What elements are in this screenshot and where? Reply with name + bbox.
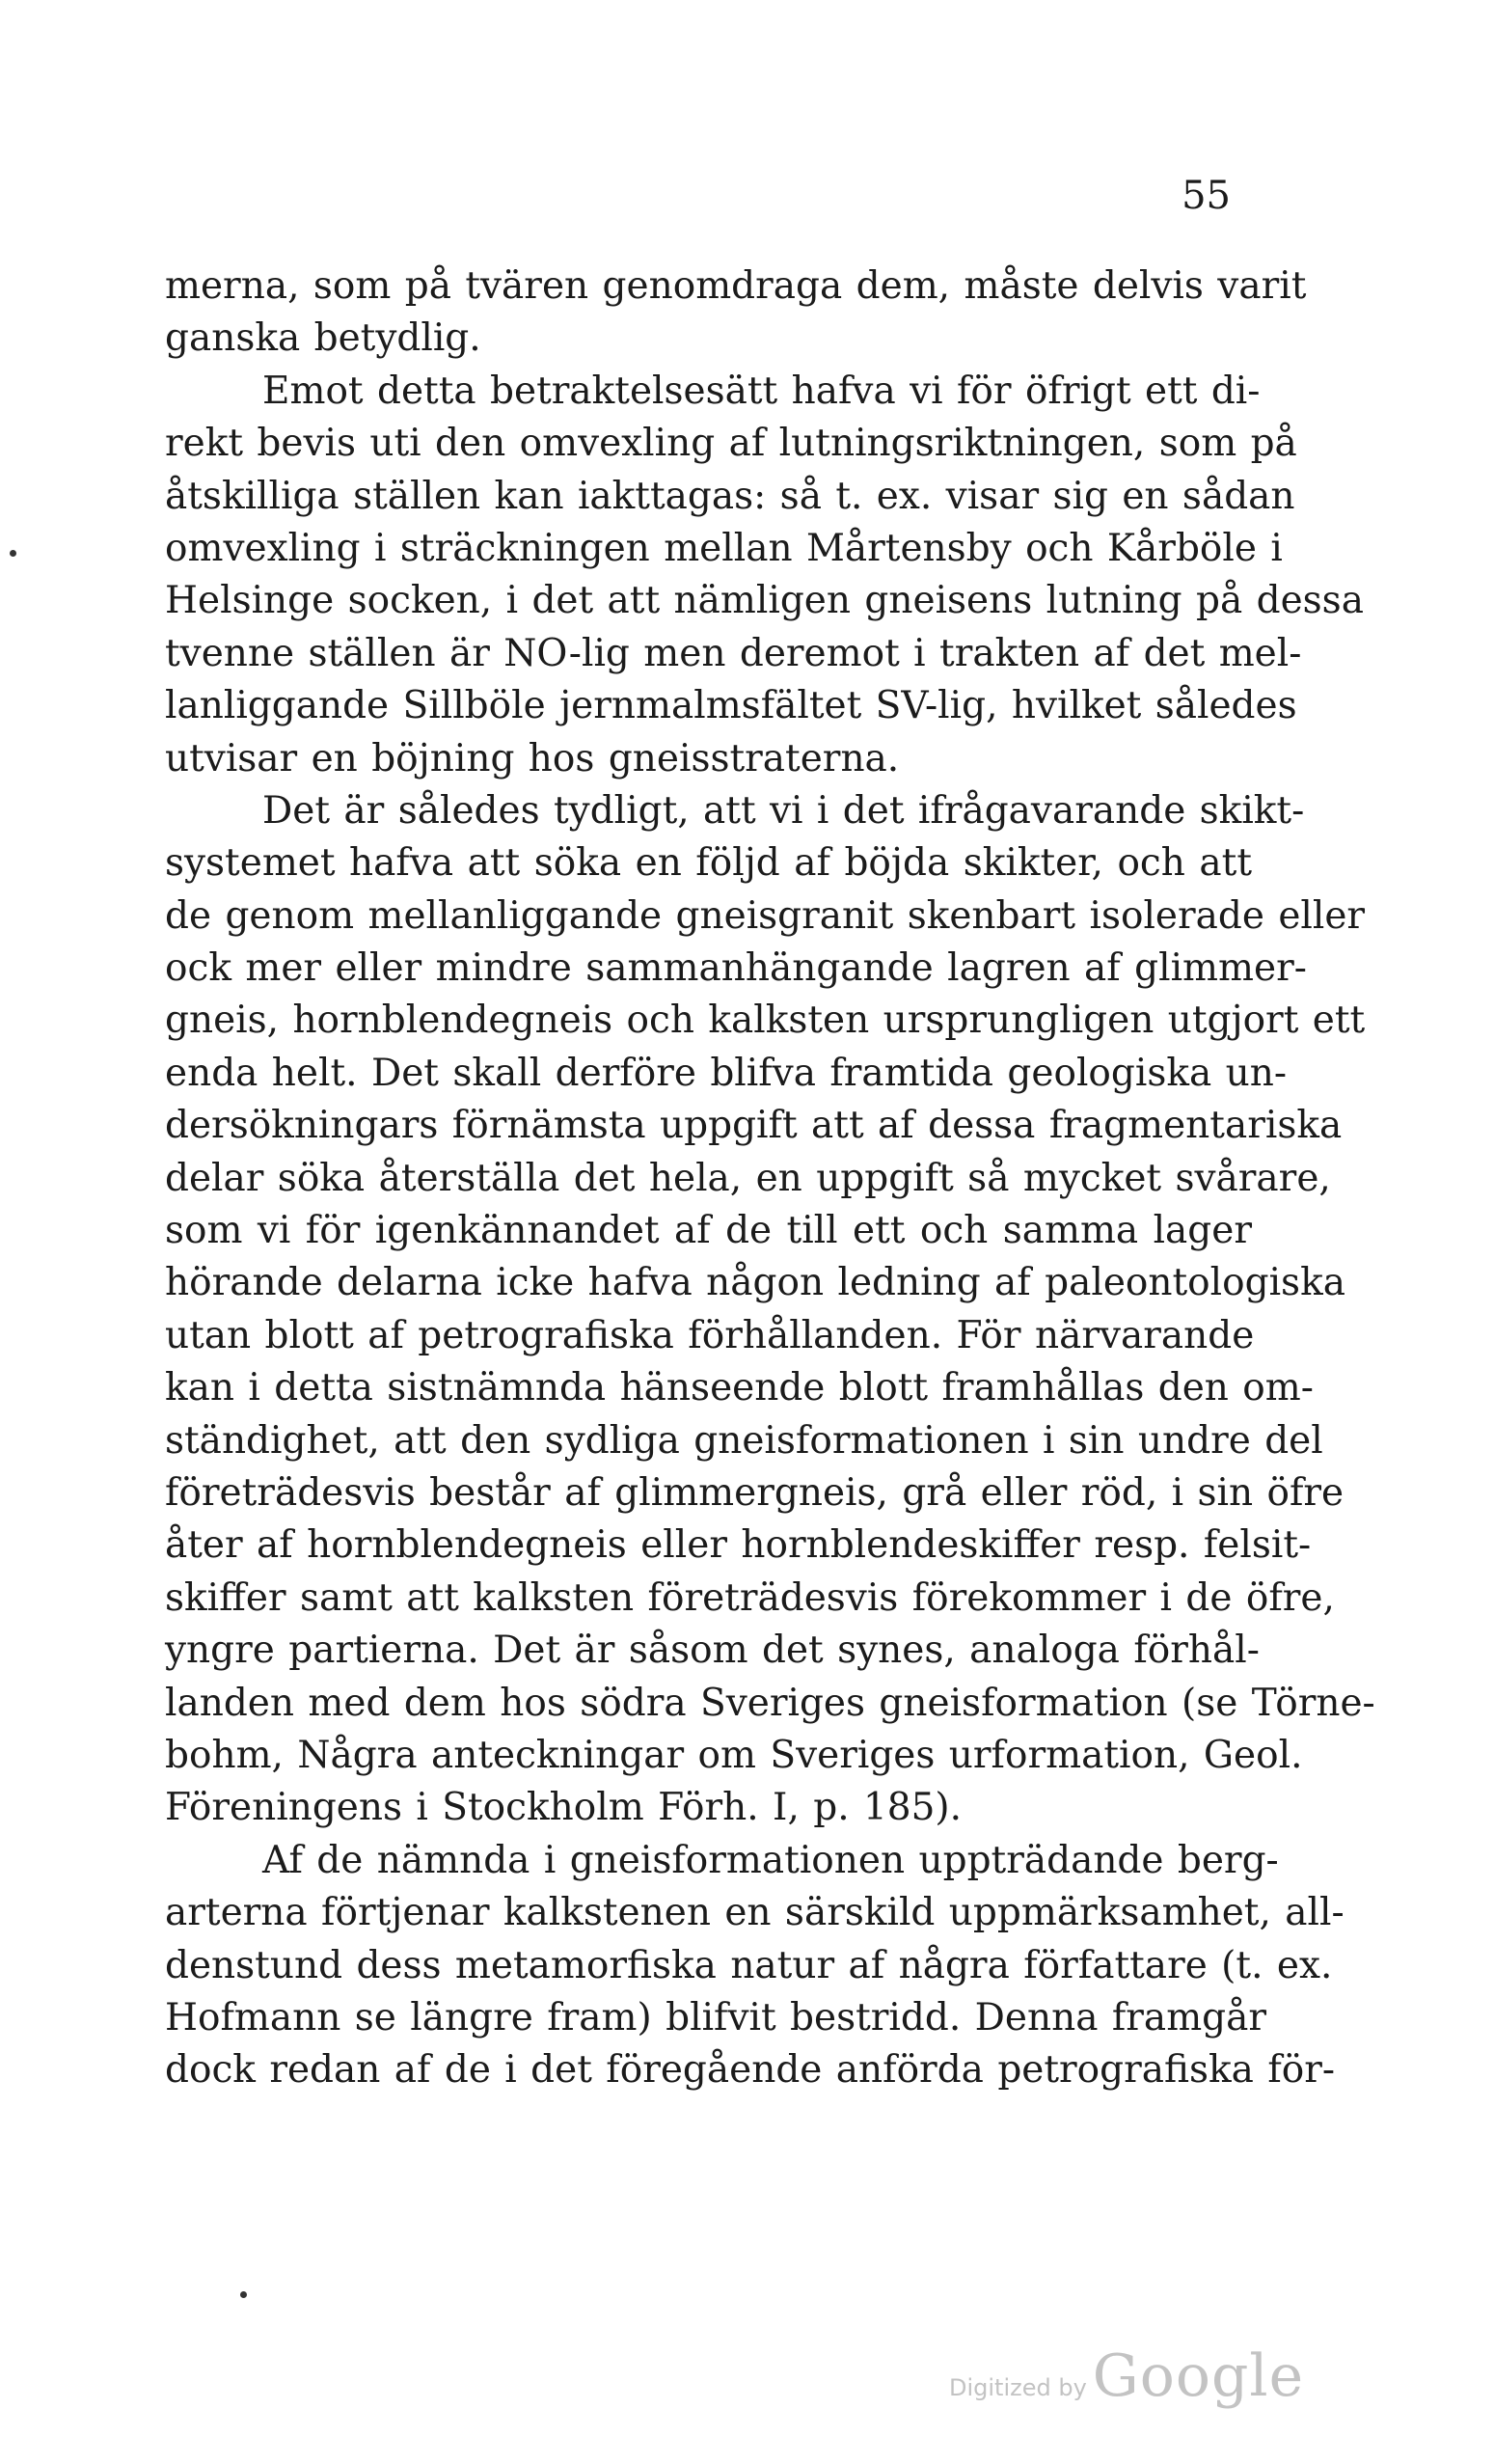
text-line: yngre partierna. Det är såsom det synes, analoga förhål-: [165, 1629, 1260, 1673]
text-line: företrädesvis består af glimmergneis, grå eller röd, i sin öfre: [165, 1470, 1345, 1515]
text-line: åtskilliga ställen kan iakttagas: så t. ex. visar sig en sådan: [165, 474, 1295, 518]
text-line: ock mer eller mindre sammanhängande lagren af glimmer-: [165, 946, 1307, 991]
text-line: dersökningars förnämsta uppgift att af dessa fragmentariska: [165, 1104, 1343, 1148]
text-line: gneis, hornblendegneis och kalksten ursprungligen utgjort ett: [165, 999, 1366, 1043]
watermark-prefix: Digitized by: [949, 2374, 1087, 2401]
text-line: omvexling i sträckningen mellan Mårtensby och Kårböle i: [165, 526, 1283, 570]
text-line: utan blott af petrografiska förhållanden. För närvarande: [165, 1313, 1255, 1357]
text-line: lanliggande Sillböle jernmalmsfältet SV-lig, hvilket således: [165, 684, 1297, 728]
text-line: systemet hafva att söka en följd af böjda skikter, och att: [165, 841, 1252, 886]
text-line: Af de nämnda i gneisformationen uppträdande berg-: [262, 1838, 1279, 1882]
body-text: [165, 260, 1375, 2097]
text-line: Helsinge socken, i det att nämligen gneisens lutning på dessa: [165, 579, 1364, 623]
text-line: Föreningens i Stockholm Förh. I, p. 185).: [165, 1786, 963, 1830]
digitized-by-google-watermark: [949, 2342, 1305, 2420]
text-line: Det är således tydligt, att vi i det ifrågavarande skikt-: [262, 788, 1305, 833]
text-line: enda helt. Det skall derföre blifva framtida geologiska un-: [165, 1051, 1288, 1095]
text-line: Emot detta betraktelsesätt hafva vi för öfrigt ett di-: [262, 369, 1261, 413]
text-line: utvisar en böjning hos gneisstraterna.: [165, 736, 900, 780]
text-line: rekt bevis uti den omvexling af lutningsriktningen, som på: [165, 422, 1297, 466]
text-line: skiffer samt att kalksten företrädesvis förekommer i de öfre,: [165, 1575, 1335, 1620]
text-line: merna, som på tvären genomdraga dem, måste delvis varit: [165, 264, 1307, 308]
scan-speck: [240, 2291, 247, 2298]
text-line: de genom mellanliggande gneisgranit skenbart isolerade eller: [165, 893, 1366, 938]
text-line: Hofmann se längre fram) blifvit bestridd. Denna framgår: [165, 1995, 1267, 2040]
text-line: åter af hornblendegneis eller hornblendeskiffer resp. felsit-: [165, 1523, 1312, 1568]
text-line: ganska betydlig.: [165, 316, 481, 361]
text-line: bohm, Några anteckningar om Sveriges urformation, Geol.: [165, 1733, 1303, 1777]
text-line: denstund dess metamorfiska natur af några författare (t. ex.: [165, 1943, 1333, 1987]
text-line: arterna förtjenar kalkstenen en särskild uppmärksamhet, all-: [165, 1891, 1345, 1935]
google-logo: Google: [1092, 2342, 1305, 2410]
text-line: dock redan af de i det föregående anförda petrografiska för-: [165, 2048, 1336, 2093]
text-line: ständighet, att den sydliga gneisformationen i sin undre del: [165, 1418, 1323, 1463]
scan-speck: [10, 550, 16, 557]
text-line: delar söka återställa det hela, en uppgift så mycket svårare,: [165, 1156, 1331, 1200]
text-line: landen med dem hos södra Sveriges gneisformation (se Törne-: [165, 1681, 1375, 1725]
page-number: 55: [1182, 174, 1231, 218]
text-line: som vi för igenkännandet af de till ett och samma lager: [165, 1209, 1252, 1253]
text-line: tvenne ställen är NO-lig men deremot i trakten af det mel-: [165, 631, 1302, 675]
text-line: hörande delarna icke hafva någon ledning af paleontologiska: [165, 1261, 1345, 1305]
text-line: kan i detta sistnämnda hänseende blott framhållas den om-: [165, 1366, 1314, 1410]
